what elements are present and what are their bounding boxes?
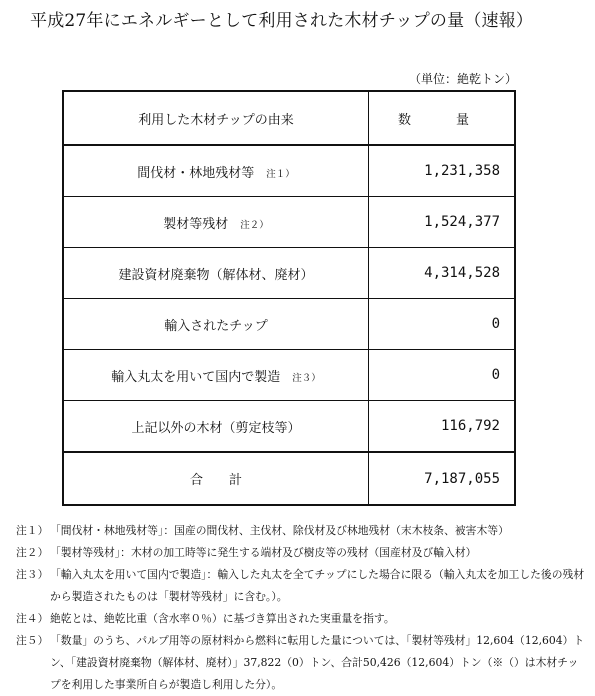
footnote <box>16 630 586 696</box>
table-row <box>63 299 515 350</box>
footnote <box>16 542 586 564</box>
row-label-text: 輸入されたチップ <box>164 318 268 334</box>
footnote <box>16 520 586 542</box>
row-label-text: 間伐材・林地残材等 <box>137 165 255 181</box>
row-value: 0 <box>369 299 516 350</box>
footnote-number: 注４） <box>16 612 49 625</box>
footnote-text: 「輸入丸太を用いて国内で製造」：輸入した丸太を全てチップにした場合に限る（輸入丸太を加工した後の残材から製造されたものは「製材等残材」に含む。）。 <box>50 568 585 603</box>
table-row <box>63 145 515 197</box>
note-reference: 注３） <box>292 372 321 384</box>
row-label <box>63 299 369 350</box>
header-quantity: 数 量 <box>369 91 516 145</box>
footnote <box>16 564 586 608</box>
table-total-row <box>63 452 515 505</box>
row-value: 1,231,358 <box>369 145 516 197</box>
footnote-text: 「間伐材・林地残材等」：国産の間伐材、主伐材、除伐材及び林地残材（末木枝条、被害木等） <box>50 524 509 537</box>
row-label <box>63 350 369 401</box>
row-label <box>63 197 369 248</box>
footnotes <box>16 520 586 696</box>
row-label-text: 製材等残材 <box>163 216 229 232</box>
table-header-row <box>63 91 515 145</box>
total-label: 合 計 <box>63 452 369 505</box>
note-reference: 注２） <box>240 219 269 231</box>
row-label-text: 建設資材廃棄物（解体材、廃材） <box>118 267 314 283</box>
table-row <box>63 401 515 453</box>
footnote-text: 絶乾とは、絶乾比重（含水率０％）に基づき算出された実重量を指す。 <box>50 612 395 625</box>
total-value: 7,187,055 <box>369 452 516 505</box>
page-title: 平成27年にエネルギーとして利用された木材チップの量（速報） <box>30 11 534 31</box>
header-origin: 利用した木材チップの由来 <box>63 91 369 145</box>
unit-label: （単位：絶乾トン） <box>408 72 517 86</box>
footnote-number: 注１） <box>16 524 49 537</box>
footnote-number: 注３） <box>16 568 49 581</box>
footnote <box>16 608 586 630</box>
note-reference: 注１） <box>266 168 295 180</box>
table-row <box>63 197 515 248</box>
row-label <box>63 248 369 299</box>
footnote-text: 「数量」のうち、パルプ用等の原材料から燃料に転用した量については、「製材等残材」12,604（12,604）トン、「建設資材廃棄物（解体材、廃材）」37,822（0）トン、合計50,426（12,604）トン（※（）は木材チップを利用した事業所自らが製造し利用した分）。 <box>50 634 585 691</box>
row-label-text: 輸入丸太を用いて国内で製造 <box>111 369 281 385</box>
row-value: 4,314,528 <box>369 248 516 299</box>
row-value: 116,792 <box>369 401 516 453</box>
row-label <box>63 145 369 197</box>
footnote-text: 「製材等残材」：木材の加工時等に発生する端材及び樹皮等の残材（国産材及び輸入材） <box>50 546 477 559</box>
footnote-number: 注５） <box>16 634 49 647</box>
row-label <box>63 401 369 453</box>
row-value: 1,524,377 <box>369 197 516 248</box>
footnote-number: 注２） <box>16 546 49 559</box>
wood-chip-table <box>62 90 516 506</box>
table-row <box>63 248 515 299</box>
row-label-text: 上記以外の木材（剪定枝等） <box>131 420 301 436</box>
row-value: 0 <box>369 350 516 401</box>
table-row <box>63 350 515 401</box>
